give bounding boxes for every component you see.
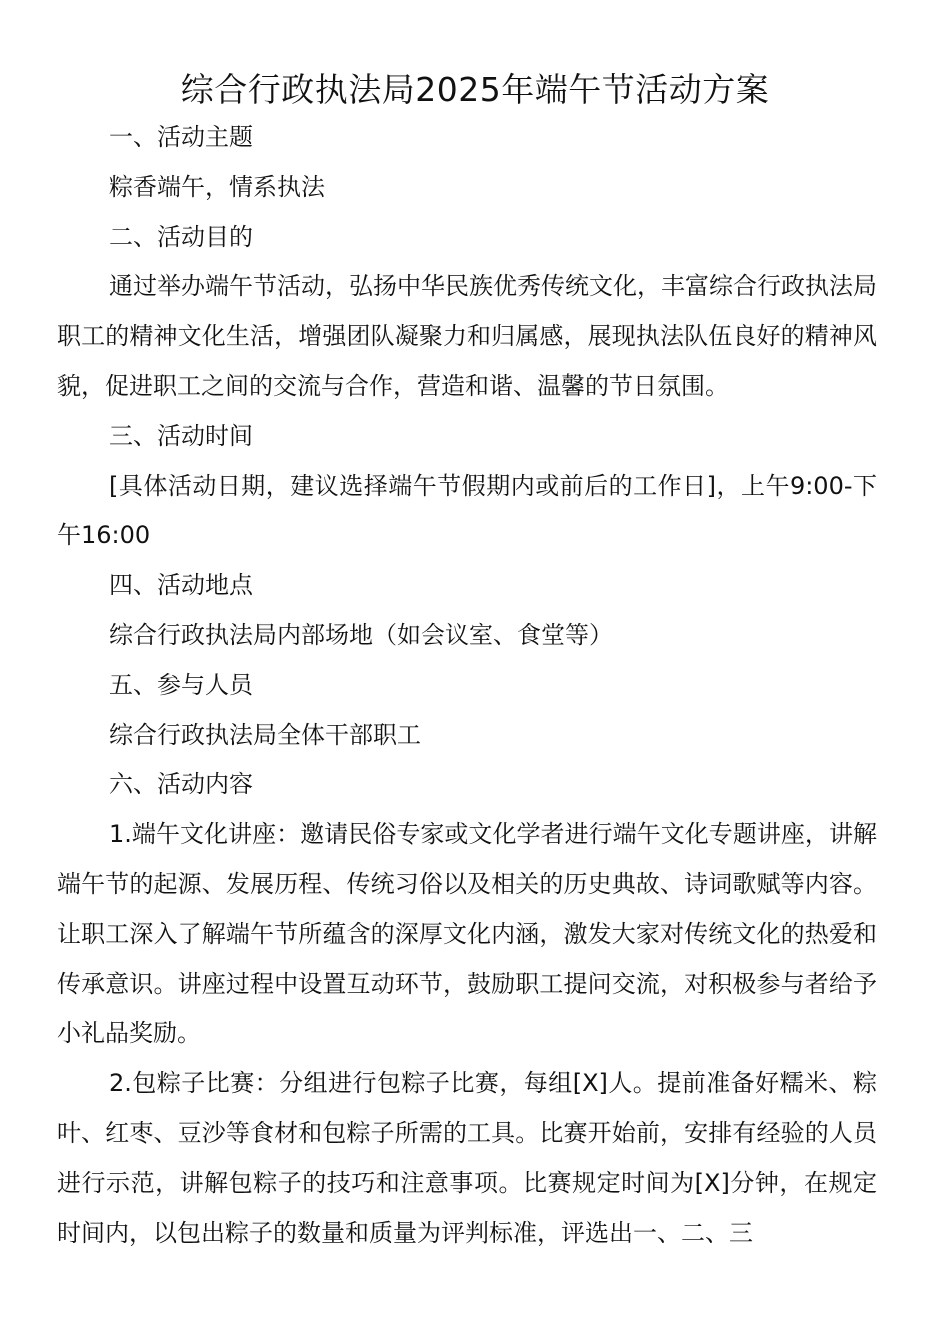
- document-body: [57, 113, 877, 1258]
- section-body-purpose: 通过举办端午节活动，弘扬中华民族优秀传统文化，丰富综合行政执法局职工的精神文化生活，增强团队凝聚力和归属感，展现执法队伍良好的精神风貌，促进职工之间的交流与合作，营造和谐、温馨的节日氛围。: [57, 272, 877, 400]
- content-item-zongzi-contest: 2.包粽子比赛：分组进行包粽子比赛，每组[X]人。提前准备好糯米、粽叶、红枣、豆沙等食材和包粽子所需的工具。比赛开始前，安排有经验的人员进行示范，讲解包粽子的技巧和注意事项。比赛规定时间为[X]分钟，在规定时间内，以包出粽子的数量和质量为评判标准，评选出一、二、三: [57, 1069, 877, 1247]
- document-title: 综合行政执法局2025年端午节活动方案: [180, 70, 770, 109]
- section-heading-participants: 五、参与人员: [109, 670, 253, 699]
- section-body-participants: 综合行政执法局全体干部职工: [109, 720, 421, 749]
- content-item-lecture: 1.端午文化讲座：邀请民俗专家或文化学者进行端午文化专题讲座，讲解端午节的起源、发展历程、传统习俗以及相关的历史典故、诗词歌赋等内容。让职工深入了解端午节所蕴含的深厚文化内涵，激发大家对传统文化的热爱和传承意识。讲座过程中设置互动环节，鼓励职工提问交流，对积极参与者给予小礼品奖励。: [57, 820, 877, 1048]
- section-body-theme: 粽香端午，情系执法: [109, 172, 325, 201]
- section-heading-purpose: 二、活动目的: [109, 222, 253, 251]
- section-heading-location: 四、活动地点: [109, 571, 253, 600]
- section-heading-time: 三、活动时间: [109, 421, 253, 450]
- section-body-time: [具体活动日期，建议选择端午节假期内或前后的工作日]，上午9:00-下午16:00: [57, 471, 877, 550]
- section-heading-content: 六、活动内容: [109, 770, 253, 799]
- section-heading-theme: 一、活动主题: [109, 123, 253, 151]
- section-body-location: 综合行政执法局内部场地（如会议室、食堂等）: [109, 620, 613, 649]
